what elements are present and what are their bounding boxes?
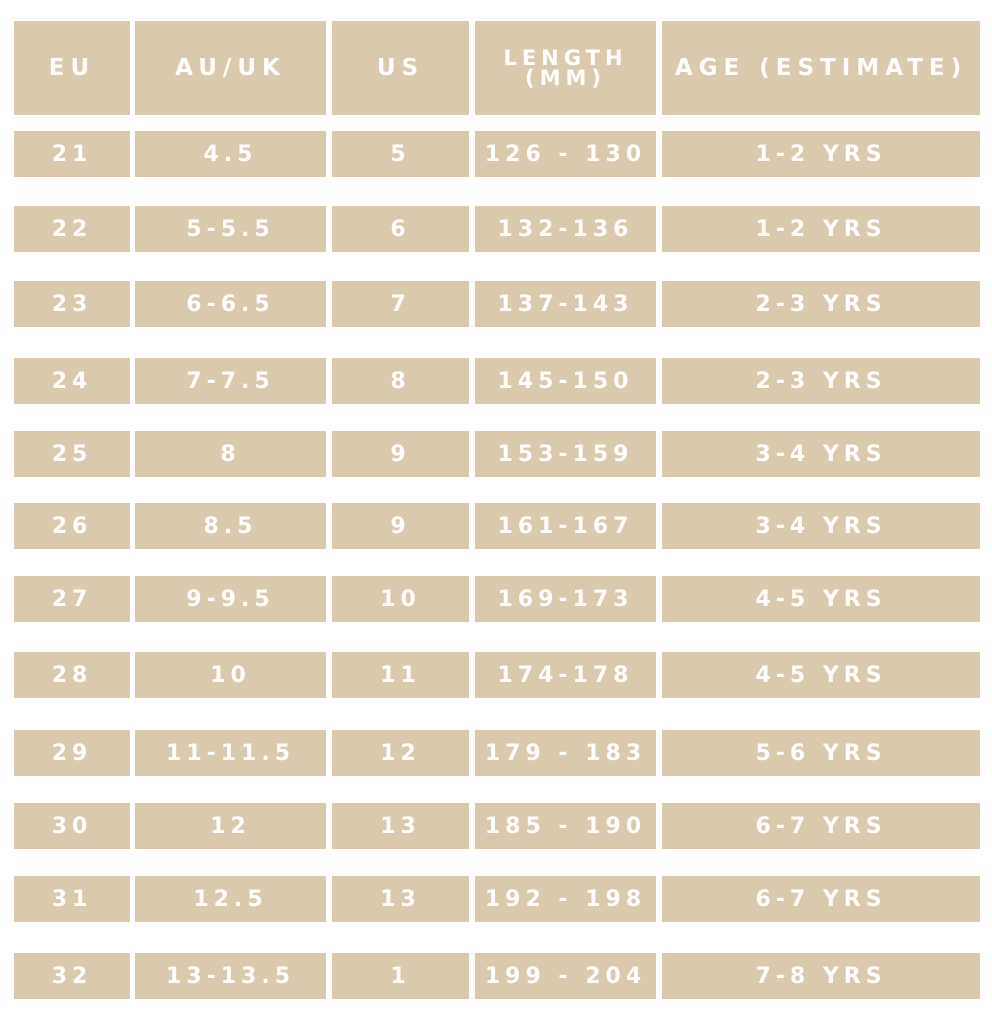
cell-value: 137-143 (497, 291, 634, 317)
cell-length (475, 131, 656, 177)
cell-us (332, 503, 469, 549)
cell-value: 4.5 (203, 141, 258, 167)
cell-eu (14, 431, 130, 477)
cell-value: 10 (380, 586, 421, 612)
cell-length (475, 206, 656, 252)
cell-age (662, 206, 980, 252)
header-eu (14, 21, 130, 115)
cell-value: 11 (380, 662, 421, 688)
cell-value: 13 (380, 886, 421, 912)
cell-age (662, 131, 980, 177)
cell-au-uk (135, 431, 326, 477)
cell-value: 21 (51, 141, 93, 167)
cell-value: 8 (220, 441, 241, 467)
cell-value: 7-7.5 (186, 368, 275, 394)
cell-eu (14, 953, 130, 999)
cell-value: 32 (51, 963, 93, 989)
cell-eu (14, 503, 130, 549)
cell-au-uk (135, 876, 326, 922)
cell-value: 1-2 YRS (755, 141, 887, 167)
cell-age (662, 953, 980, 999)
cell-value: 6-7 YRS (755, 886, 887, 912)
cell-us (332, 652, 469, 698)
cell-value: 30 (51, 813, 93, 839)
cell-eu (14, 131, 130, 177)
cell-length (475, 953, 656, 999)
cell-us (332, 131, 469, 177)
cell-age (662, 803, 980, 849)
cell-value: 153-159 (497, 441, 634, 467)
cell-value: 126 - 130 (484, 141, 647, 167)
cell-value: 12.5 (193, 886, 268, 912)
cell-value: 132-136 (497, 216, 634, 242)
cell-length (475, 730, 656, 776)
cell-value: 199 - 204 (484, 963, 647, 989)
cell-au-uk (135, 281, 326, 327)
header-au-uk (135, 21, 326, 115)
cell-value: 13-13.5 (165, 963, 296, 989)
cell-value: 25 (51, 441, 93, 467)
cell-length (475, 358, 656, 404)
cell-value: 6-6.5 (186, 291, 275, 317)
cell-length (475, 652, 656, 698)
header-length (475, 21, 656, 115)
cell-length (475, 576, 656, 622)
cell-value: 1 (390, 963, 411, 989)
cell-value: 8 (390, 368, 411, 394)
header-us (332, 21, 469, 115)
cell-au-uk (135, 803, 326, 849)
cell-value: 31 (51, 886, 93, 912)
cell-eu (14, 652, 130, 698)
cell-value: 161-167 (497, 513, 634, 539)
header-age-label: AGE (ESTIMATE) (674, 55, 968, 81)
cell-value: 11-11.5 (165, 740, 296, 766)
cell-eu (14, 730, 130, 776)
cell-value: 9 (390, 513, 411, 539)
cell-us (332, 876, 469, 922)
cell-eu (14, 576, 130, 622)
cell-au-uk (135, 576, 326, 622)
cell-value: 145-150 (497, 368, 634, 394)
cell-value: 174-178 (497, 662, 634, 688)
header-age (662, 21, 980, 115)
cell-value: 4-5 YRS (755, 586, 887, 612)
cell-value: 192 - 198 (484, 886, 647, 912)
cell-value: 10 (210, 662, 251, 688)
cell-age (662, 358, 980, 404)
cell-value: 4-5 YRS (755, 662, 887, 688)
cell-au-uk (135, 953, 326, 999)
cell-value: 22 (51, 216, 93, 242)
cell-age (662, 876, 980, 922)
cell-value: 185 - 190 (484, 813, 647, 839)
cell-value: 8.5 (203, 513, 258, 539)
cell-value: 24 (51, 368, 93, 394)
cell-au-uk (135, 206, 326, 252)
cell-value: 9 (390, 441, 411, 467)
cell-eu (14, 358, 130, 404)
cell-us (332, 431, 469, 477)
cell-us (332, 281, 469, 327)
cell-value: 5 (390, 141, 411, 167)
cell-us (332, 803, 469, 849)
cell-eu (14, 206, 130, 252)
cell-value: 9-9.5 (186, 586, 275, 612)
cell-value: 169-173 (497, 586, 634, 612)
header-au-uk-label: AU/UK (175, 55, 286, 81)
cell-eu (14, 281, 130, 327)
cell-value: 6 (390, 216, 411, 242)
cell-value: 3-4 YRS (755, 441, 887, 467)
cell-us (332, 576, 469, 622)
cell-value: 7 (390, 291, 411, 317)
cell-value: 1-2 YRS (755, 216, 887, 242)
cell-value: 2-3 YRS (755, 368, 887, 394)
cell-value: 179 - 183 (484, 740, 647, 766)
header-us-label: US (376, 55, 425, 81)
cell-au-uk (135, 652, 326, 698)
cell-length (475, 281, 656, 327)
cell-age (662, 576, 980, 622)
cell-value: 29 (51, 740, 93, 766)
cell-age (662, 431, 980, 477)
cell-age (662, 503, 980, 549)
cell-value: 5-5.5 (186, 216, 275, 242)
cell-value: 3-4 YRS (755, 513, 887, 539)
cell-value: 26 (51, 513, 93, 539)
cell-us (332, 730, 469, 776)
cell-value: 12 (380, 740, 421, 766)
cell-length (475, 431, 656, 477)
cell-length (475, 803, 656, 849)
cell-au-uk (135, 503, 326, 549)
cell-value: 6-7 YRS (755, 813, 887, 839)
cell-us (332, 953, 469, 999)
cell-age (662, 281, 980, 327)
cell-us (332, 206, 469, 252)
cell-au-uk (135, 358, 326, 404)
cell-value: 13 (380, 813, 421, 839)
cell-value: 27 (51, 586, 93, 612)
cell-us (332, 358, 469, 404)
cell-age (662, 730, 980, 776)
cell-length (475, 876, 656, 922)
cell-au-uk (135, 730, 326, 776)
cell-eu (14, 876, 130, 922)
cell-au-uk (135, 131, 326, 177)
header-length-label: LENGTH (MM) (503, 46, 628, 90)
header-eu-label: EU (48, 55, 96, 81)
cell-value: 23 (51, 291, 93, 317)
cell-length (475, 503, 656, 549)
cell-value: 28 (51, 662, 93, 688)
cell-value: 5-6 YRS (755, 740, 887, 766)
cell-value: 12 (210, 813, 251, 839)
cell-value: 2-3 YRS (755, 291, 887, 317)
cell-age (662, 652, 980, 698)
cell-eu (14, 803, 130, 849)
cell-value: 7-8 YRS (755, 963, 887, 989)
